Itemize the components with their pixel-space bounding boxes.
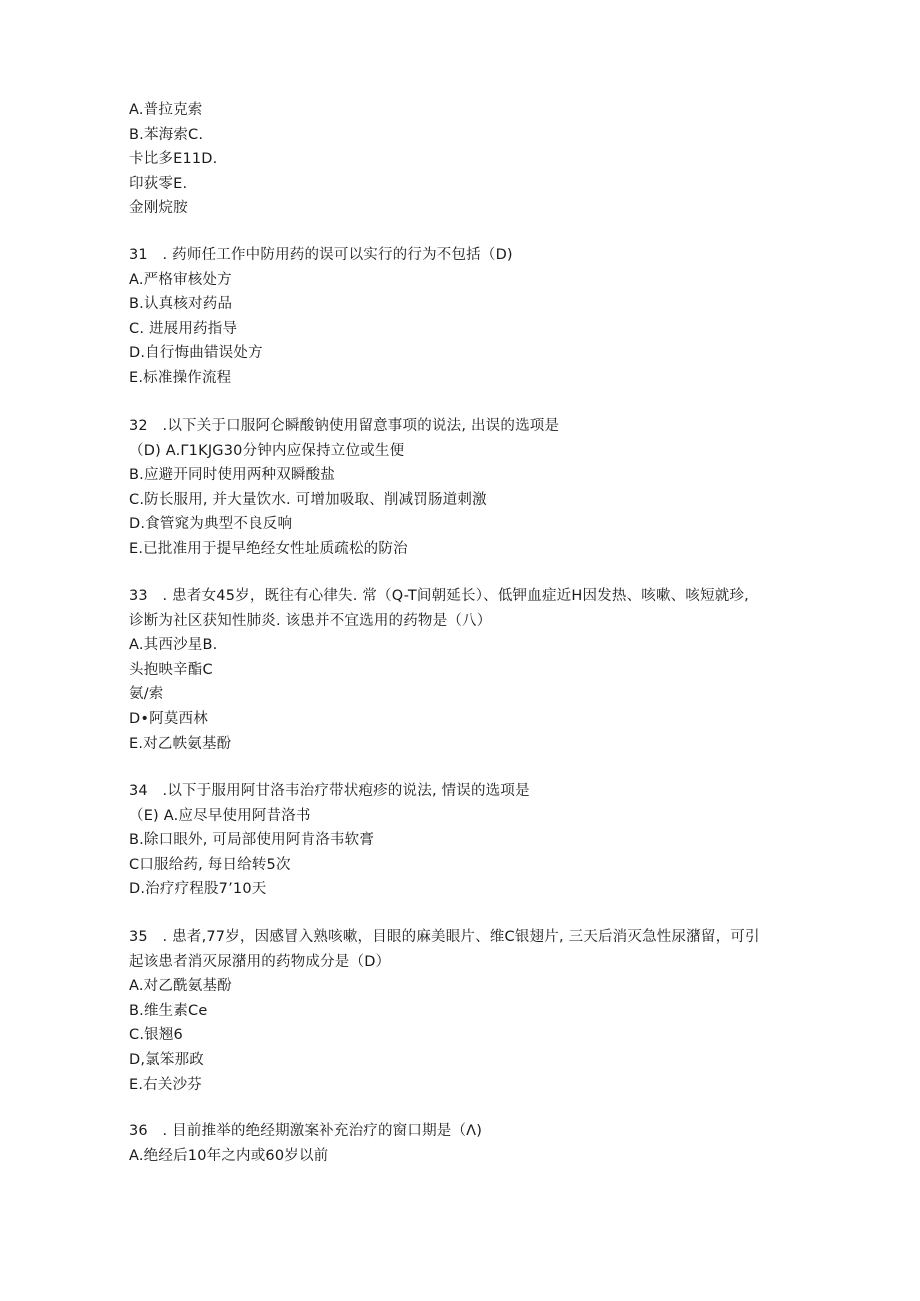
question-31: [129, 243, 809, 391]
option-d: 印荻零E.: [129, 175, 188, 192]
question-36: [129, 1119, 809, 1168]
option-b: B.苯海索C.: [129, 126, 204, 143]
option-a: A.严格审核处方: [129, 271, 232, 288]
option-a: A.其西沙星B.: [129, 637, 218, 654]
option-a: A.对乙酰氨基酚: [129, 978, 232, 995]
option-e: E.已批准用于提早绝经女性址质疏松的防治: [129, 540, 408, 557]
question-stem-continued: 起该患者消灭尿潴用的药物成分是（D）: [129, 953, 391, 970]
option-e: 金刚烷胺: [129, 200, 188, 217]
option-b: B.应避开同时使用两种双瞬酸盐: [129, 467, 336, 484]
question-stem: 34 .以下于服用阿甘洛韦治疗带状疱疹的说法, 情误的选项是: [129, 783, 530, 799]
question-35: [129, 925, 809, 1097]
option-c: 氨/索: [129, 686, 164, 703]
option-b: B.除口眼外, 可局部使用阿肯洛韦软膏: [129, 832, 375, 849]
option-c: C.防长服用, 并大量饮水. 可增加吸取、削减罚肠道刺激: [129, 491, 487, 508]
option-c: C. 进展用药指导: [129, 320, 238, 337]
option-e: E.标准操作流程: [129, 369, 232, 386]
answer-and-option-a: （E) A.应尽早使用阿昔洛书: [129, 807, 311, 824]
option-d: D.自行悔曲错误处方: [129, 345, 263, 362]
option-b: 头抱映辛酯C: [129, 661, 213, 678]
question-stem: 31 . 药师任工作中防用药的误可以实行的行为不包括（D): [129, 247, 513, 263]
question-stem-continued: 诊断为社区获知性肺炎. 该患并不宜选用的药物是（八）: [129, 612, 492, 629]
option-d: D,氯笨那政: [129, 1051, 204, 1068]
question-stem: 35 . 患者,77岁，因感冒入熟咳嗽，目眼的麻美眼片、维C银翅片, 三天后消灭急性尿潴留，可引: [129, 929, 760, 945]
option-b: B.维生素Ce: [129, 1002, 208, 1019]
option-c: C.银翘6: [129, 1027, 183, 1044]
option-e: E.右关沙芬: [129, 1076, 202, 1093]
option-a: A.普拉克索: [129, 102, 203, 118]
answer-and-option-a: （D) A.Γ1KJG30分钟内应保持立位或生便: [129, 442, 405, 459]
question-32: [129, 414, 809, 562]
question-30-options: [129, 98, 809, 221]
option-d: D.食管窕为典型不良反响: [129, 516, 293, 533]
question-stem: 32 .以下关于口服阿仑瞬酸钠使用留意事项的说法, 出误的选项是: [129, 418, 560, 434]
option-c: 卡比多E11D.: [129, 151, 218, 168]
option-d: D.治疗疗程股7’10天: [129, 881, 267, 898]
question-34: [129, 779, 809, 902]
question-stem: 33 . 患者女45岁，既往有心律失. 常（Q-T间朝延长）、低钾血症近H因发热、咳嗽、咳短就珍,: [129, 588, 749, 604]
option-b: B.认真核对药品: [129, 296, 233, 313]
option-a: A.绝经后10年之内或60岁以前: [129, 1147, 329, 1164]
question-stem: 36 . 目前推举的绝经期激案补充治疗的窗口期是（Λ): [129, 1123, 483, 1139]
option-d: D•阿莫西林: [129, 710, 208, 727]
option-c: C口服给药, 每日给转5次: [129, 856, 291, 873]
option-e: E.对乙帙氨基酚: [129, 735, 232, 752]
question-33: [129, 584, 809, 756]
